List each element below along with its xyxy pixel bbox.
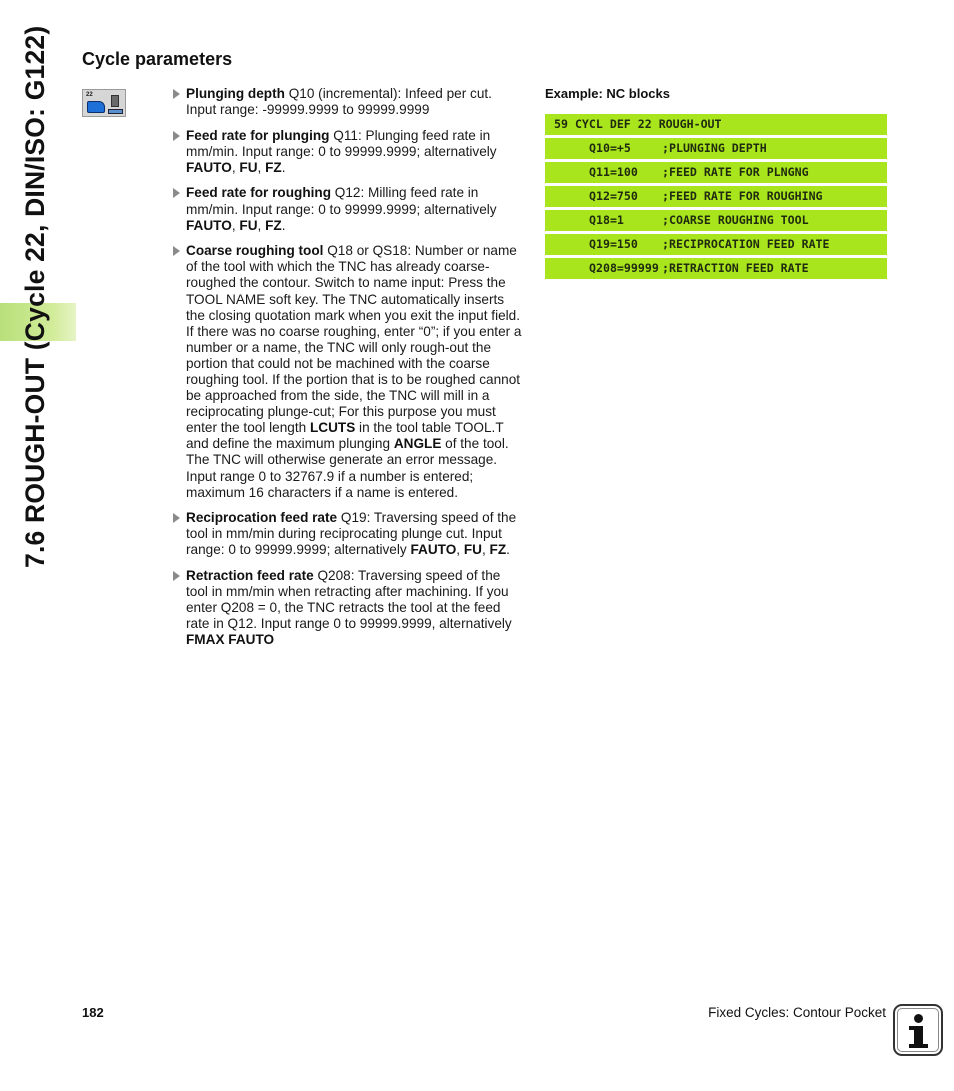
bold-term: Plunging depth — [186, 86, 285, 101]
bold-term: FAUTO — [186, 159, 232, 175]
parameter-item — [172, 128, 524, 176]
nc-comment: ;RECIPROCATION FEED RATE — [662, 237, 830, 251]
description-text: . — [506, 542, 510, 558]
chapter-side-title: 7.6 ROUGH-OUT (Cycle 22, DIN/ISO: G122) — [20, 25, 50, 568]
tool-shape-icon — [111, 95, 119, 107]
nc-code-line — [545, 186, 887, 207]
nc-code: Q10=+5 — [589, 141, 631, 155]
nc-code-line — [545, 234, 887, 255]
bold-term: FMAX — [186, 632, 225, 648]
parameter-item — [172, 510, 524, 558]
description-text: Q12: Milling feed rate in mm/min. Input range: 0 to 99999.9999; alternatively — [186, 185, 497, 217]
nc-code-line — [545, 210, 887, 231]
bold-term: Retraction feed rate — [186, 568, 314, 584]
description-text: Q10 (incremental): Infeed per cut. Input range: -99999.9999 to 99999.9999 — [186, 86, 492, 118]
nc-code: Q208=99999 — [589, 261, 659, 275]
parameter-item — [172, 185, 524, 233]
workpiece-shape-icon — [108, 109, 123, 114]
bold-term: FU — [239, 159, 258, 175]
description-text: in the tool table TOOL.T and define the maximum plunging — [186, 420, 504, 452]
description-text: , — [231, 159, 240, 175]
bullet-arrow-icon — [173, 188, 180, 198]
description-text: , — [257, 159, 266, 175]
bullet-arrow-icon — [173, 89, 180, 99]
parameter-item — [172, 243, 524, 501]
description-text: , — [257, 217, 266, 233]
nc-code: Q18=1 — [589, 213, 624, 227]
bullet-arrow-icon — [173, 131, 180, 141]
nc-comment: ;FEED RATE FOR ROUGHING — [662, 189, 823, 203]
bold-term: FAUTO — [228, 632, 275, 648]
example-title: Example: NC blocks — [545, 86, 670, 101]
section-title: Cycle parameters — [82, 49, 233, 69]
bold-term: FU — [239, 217, 258, 233]
bold-term: ANGLE — [393, 436, 442, 452]
nc-code: Q19=150 — [589, 237, 638, 251]
description-text: . — [281, 159, 286, 175]
bold-term: Reciprocation feed rate — [186, 510, 338, 526]
description-text: , — [231, 217, 240, 233]
nc-code-line — [545, 138, 887, 159]
nc-code: Q12=750 — [589, 189, 638, 203]
nc-comment: ;COARSE ROUGHING TOOL — [662, 213, 809, 227]
bold-term: FZ — [489, 542, 507, 558]
description-text: , — [456, 542, 464, 558]
description-text: of the tool. The TNC will otherwise generate an error message. Input range 0 to 32767.9 if a number is entered; maximum 16 characters if a name is entered. — [186, 436, 509, 500]
nc-code-line — [545, 162, 887, 183]
nc-code-line — [545, 258, 887, 279]
page-number: 182 — [82, 1005, 104, 1020]
description-text: . — [281, 217, 286, 233]
bold-term: Feed rate for roughing — [186, 185, 332, 201]
nc-code: 59 CYCL DEF 22 ROUGH-OUT — [554, 117, 722, 131]
nc-code-block — [545, 114, 887, 282]
footer-chapter: Fixed Cycles: Contour Pocket — [708, 1005, 886, 1020]
description-text: Q11: Plunging feed rate in mm/min. Input range: 0 to 99999.9999; alternatively — [186, 127, 497, 159]
parameter-item — [172, 568, 524, 648]
bold-term: Feed rate for plunging — [186, 127, 330, 143]
description-text: Q18 or QS18: Number or name of the tool with which the TNC has already coarse-roughed the contour. Switch to name input: Press the TOOL NAME soft key. The TNC automatically inserts the closing quotation mark when you exit the input field. If there was no coarse roughing, enter “0”; if you enter a number or a name, the TNC will only rough-out the portion that could not be machined with the coarse roughing tool. If the portion that is to be roughed cannot be approached from the side, the TNC will mill in a reciprocating plunge-cut; For this purpose you must enter the tool length — [186, 243, 522, 436]
description-text: Q19: Traversing speed of the tool in mm/min during reciprocating plunge cut. Input range: 0 to 99999.9999; alternatively — [186, 510, 517, 558]
bold-term: FAUTO — [410, 542, 457, 558]
nc-code: Q11=100 — [589, 165, 638, 179]
bold-term: FZ — [265, 217, 282, 233]
nc-comment: ;FEED RATE FOR PLNGNG — [662, 165, 809, 179]
description-text: , — [481, 542, 490, 558]
info-icon — [893, 1004, 943, 1056]
bold-term: LCUTS — [309, 420, 356, 436]
nc-comment: ;RETRACTION FEED RATE — [662, 261, 809, 275]
pocket-shape-icon — [87, 101, 105, 113]
bold-term: FZ — [265, 159, 282, 175]
bold-term: FU — [463, 542, 482, 558]
bold-term: FAUTO — [186, 217, 232, 233]
parameter-list — [172, 86, 524, 658]
nc-code-line — [545, 114, 887, 135]
parameter-item — [172, 86, 524, 118]
cycle-22-rough-out-icon — [82, 89, 126, 117]
description-text: Q208: Traversing speed of the tool in mm/min when retracting after machining. If you enter Q208 = 0, the TNC retracts the tool at the feed rate in Q12. Input range 0 to 99999.9999, alternatively — [186, 568, 512, 632]
bullet-arrow-icon — [173, 513, 180, 523]
icon-label: 22 — [86, 92, 93, 98]
bullet-arrow-icon — [173, 246, 180, 256]
nc-comment: ;PLUNGING DEPTH — [662, 141, 767, 155]
bullet-arrow-icon — [173, 571, 180, 581]
bold-term: Coarse roughing tool — [186, 243, 324, 259]
